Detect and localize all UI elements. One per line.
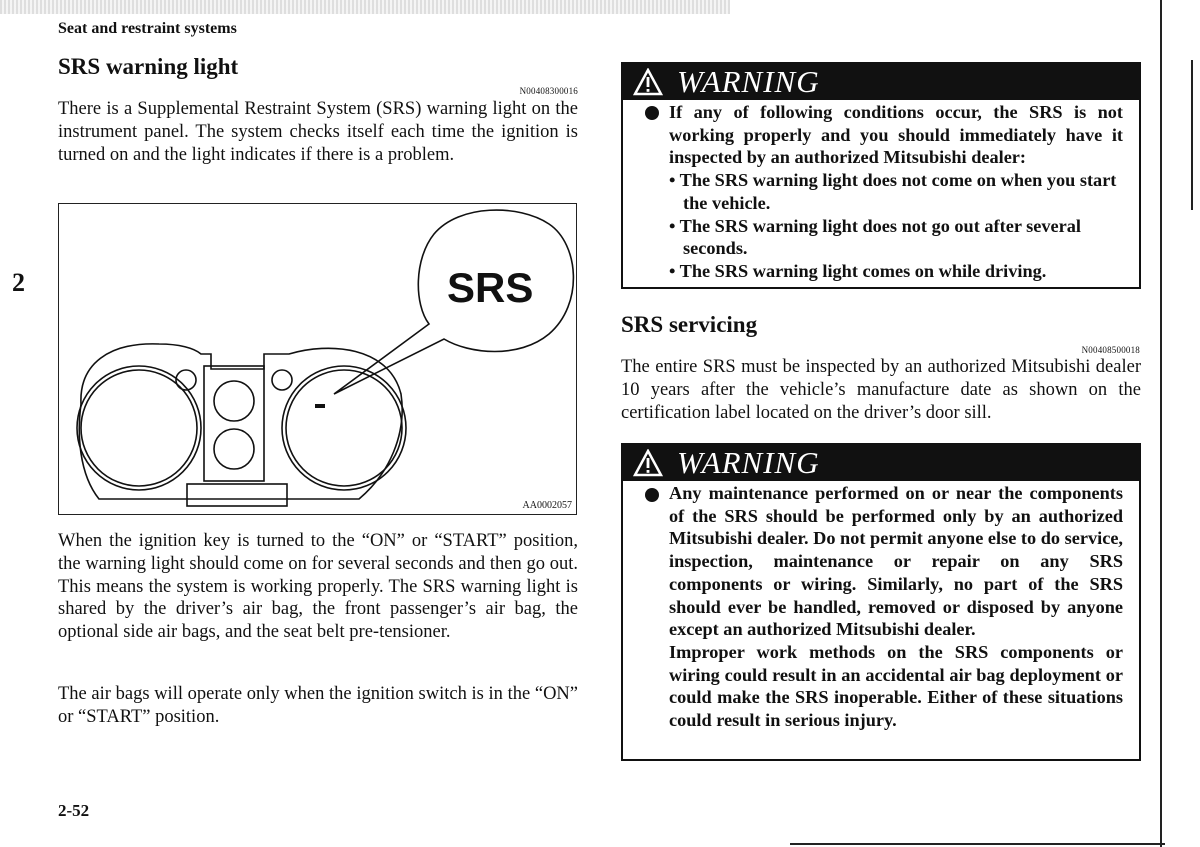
warning-item: • The SRS warning light does not come on when you start the vehicle. bbox=[669, 170, 1117, 213]
page-edge-line-right bbox=[1191, 60, 1193, 210]
intro-paragraph: There is a Supplemental Restraint System (SRS) warning light on the instrument panel. The system checks itself each time the ignition is turned on and the light indicates if there is a problem. bbox=[58, 99, 578, 165]
warning-box-maintenance bbox=[621, 443, 1141, 761]
srs-servicing-heading: SRS servicing bbox=[621, 312, 758, 337]
bullet-icon bbox=[645, 488, 659, 502]
warning-box-conditions bbox=[621, 62, 1141, 289]
instrument-panel-figure bbox=[58, 203, 577, 515]
warning-header bbox=[623, 64, 1141, 100]
instrument-cluster-illustration bbox=[59, 204, 576, 514]
warning-item: • The SRS warning light comes on while driving. bbox=[669, 260, 1047, 281]
right-gauge bbox=[282, 366, 406, 490]
small-indicator-right bbox=[272, 370, 292, 390]
srs-magnified-label: SRS bbox=[447, 264, 534, 311]
warning-header bbox=[623, 445, 1141, 481]
bottom-display bbox=[187, 484, 287, 506]
warning-conditions-text bbox=[669, 101, 1123, 283]
srs-warning-light-heading: SRS warning light bbox=[58, 54, 239, 79]
warning-item: • The SRS warning light does not go out after several seconds. bbox=[669, 215, 1081, 259]
warning-title: WARNING bbox=[677, 64, 820, 99]
warning-title: WARNING bbox=[677, 445, 820, 480]
page-number: 2-52 bbox=[58, 801, 90, 820]
warning-paragraph: Improper work methods on the SRS components or wiring could result in an accidental air bag deployment or could make the SRS inoperable. Either of these situations could result in serious injury. bbox=[669, 641, 1123, 731]
airbag-operation-paragraph: The air bags will operate only when the ignition switch is in the “ON” or “START” position. bbox=[58, 684, 578, 727]
scan-artifact-top bbox=[0, 0, 730, 14]
operation-paragraph: When the ignition key is turned to the “ON” or “START” position, the warning light should come on for several seconds and then go out. This means the system is working properly. The SRS warning light is shared by the driver’s air bag, the front passenger’s air bag, the optional side air bags, and the seat belt pre-tensioner. bbox=[58, 531, 578, 643]
warning-triangle-icon bbox=[633, 449, 663, 477]
left-gauge bbox=[77, 366, 201, 490]
section-code: N00408500018 bbox=[1081, 345, 1140, 355]
warning-triangle-icon bbox=[633, 68, 663, 96]
servicing-paragraph: The entire SRS must be inspected by an authorized Mitsubishi dealer 10 years after the vehicle’s manufacture date as shown on the certification label located on the driver’s door sill. bbox=[621, 357, 1141, 423]
page-edge-line bbox=[1160, 0, 1162, 847]
section-code: N00408300016 bbox=[519, 86, 578, 96]
center-panel bbox=[204, 366, 264, 481]
figure-code: AA0002057 bbox=[522, 500, 572, 511]
srs-indicator-mark bbox=[315, 404, 325, 408]
warning-maintenance-text bbox=[669, 482, 1123, 732]
warning-paragraph: Any maintenance performed on or near the components of the SRS should be performed only by an authorized Mitsubishi dealer. Do not permit anyone else to do service, inspection, maintenance or repair on any SRS components or wiring. Similarly, no part of the SRS should ever be handled, removed or disposed by anyone except an authorized Mitsubishi dealer. bbox=[669, 483, 1123, 640]
bullet-icon bbox=[645, 106, 659, 120]
warning-intro: If any of following conditions occur, the SRS is not working properly and you should immediately have it inspected by an authorized Mitsubishi dealer: bbox=[669, 102, 1123, 168]
center-gauge-top bbox=[214, 381, 254, 421]
page-bottom-line bbox=[790, 843, 1165, 845]
chapter-number: 2 bbox=[12, 268, 25, 297]
section-header: Seat and restraint systems bbox=[58, 20, 237, 37]
center-gauge-bottom bbox=[214, 429, 254, 469]
